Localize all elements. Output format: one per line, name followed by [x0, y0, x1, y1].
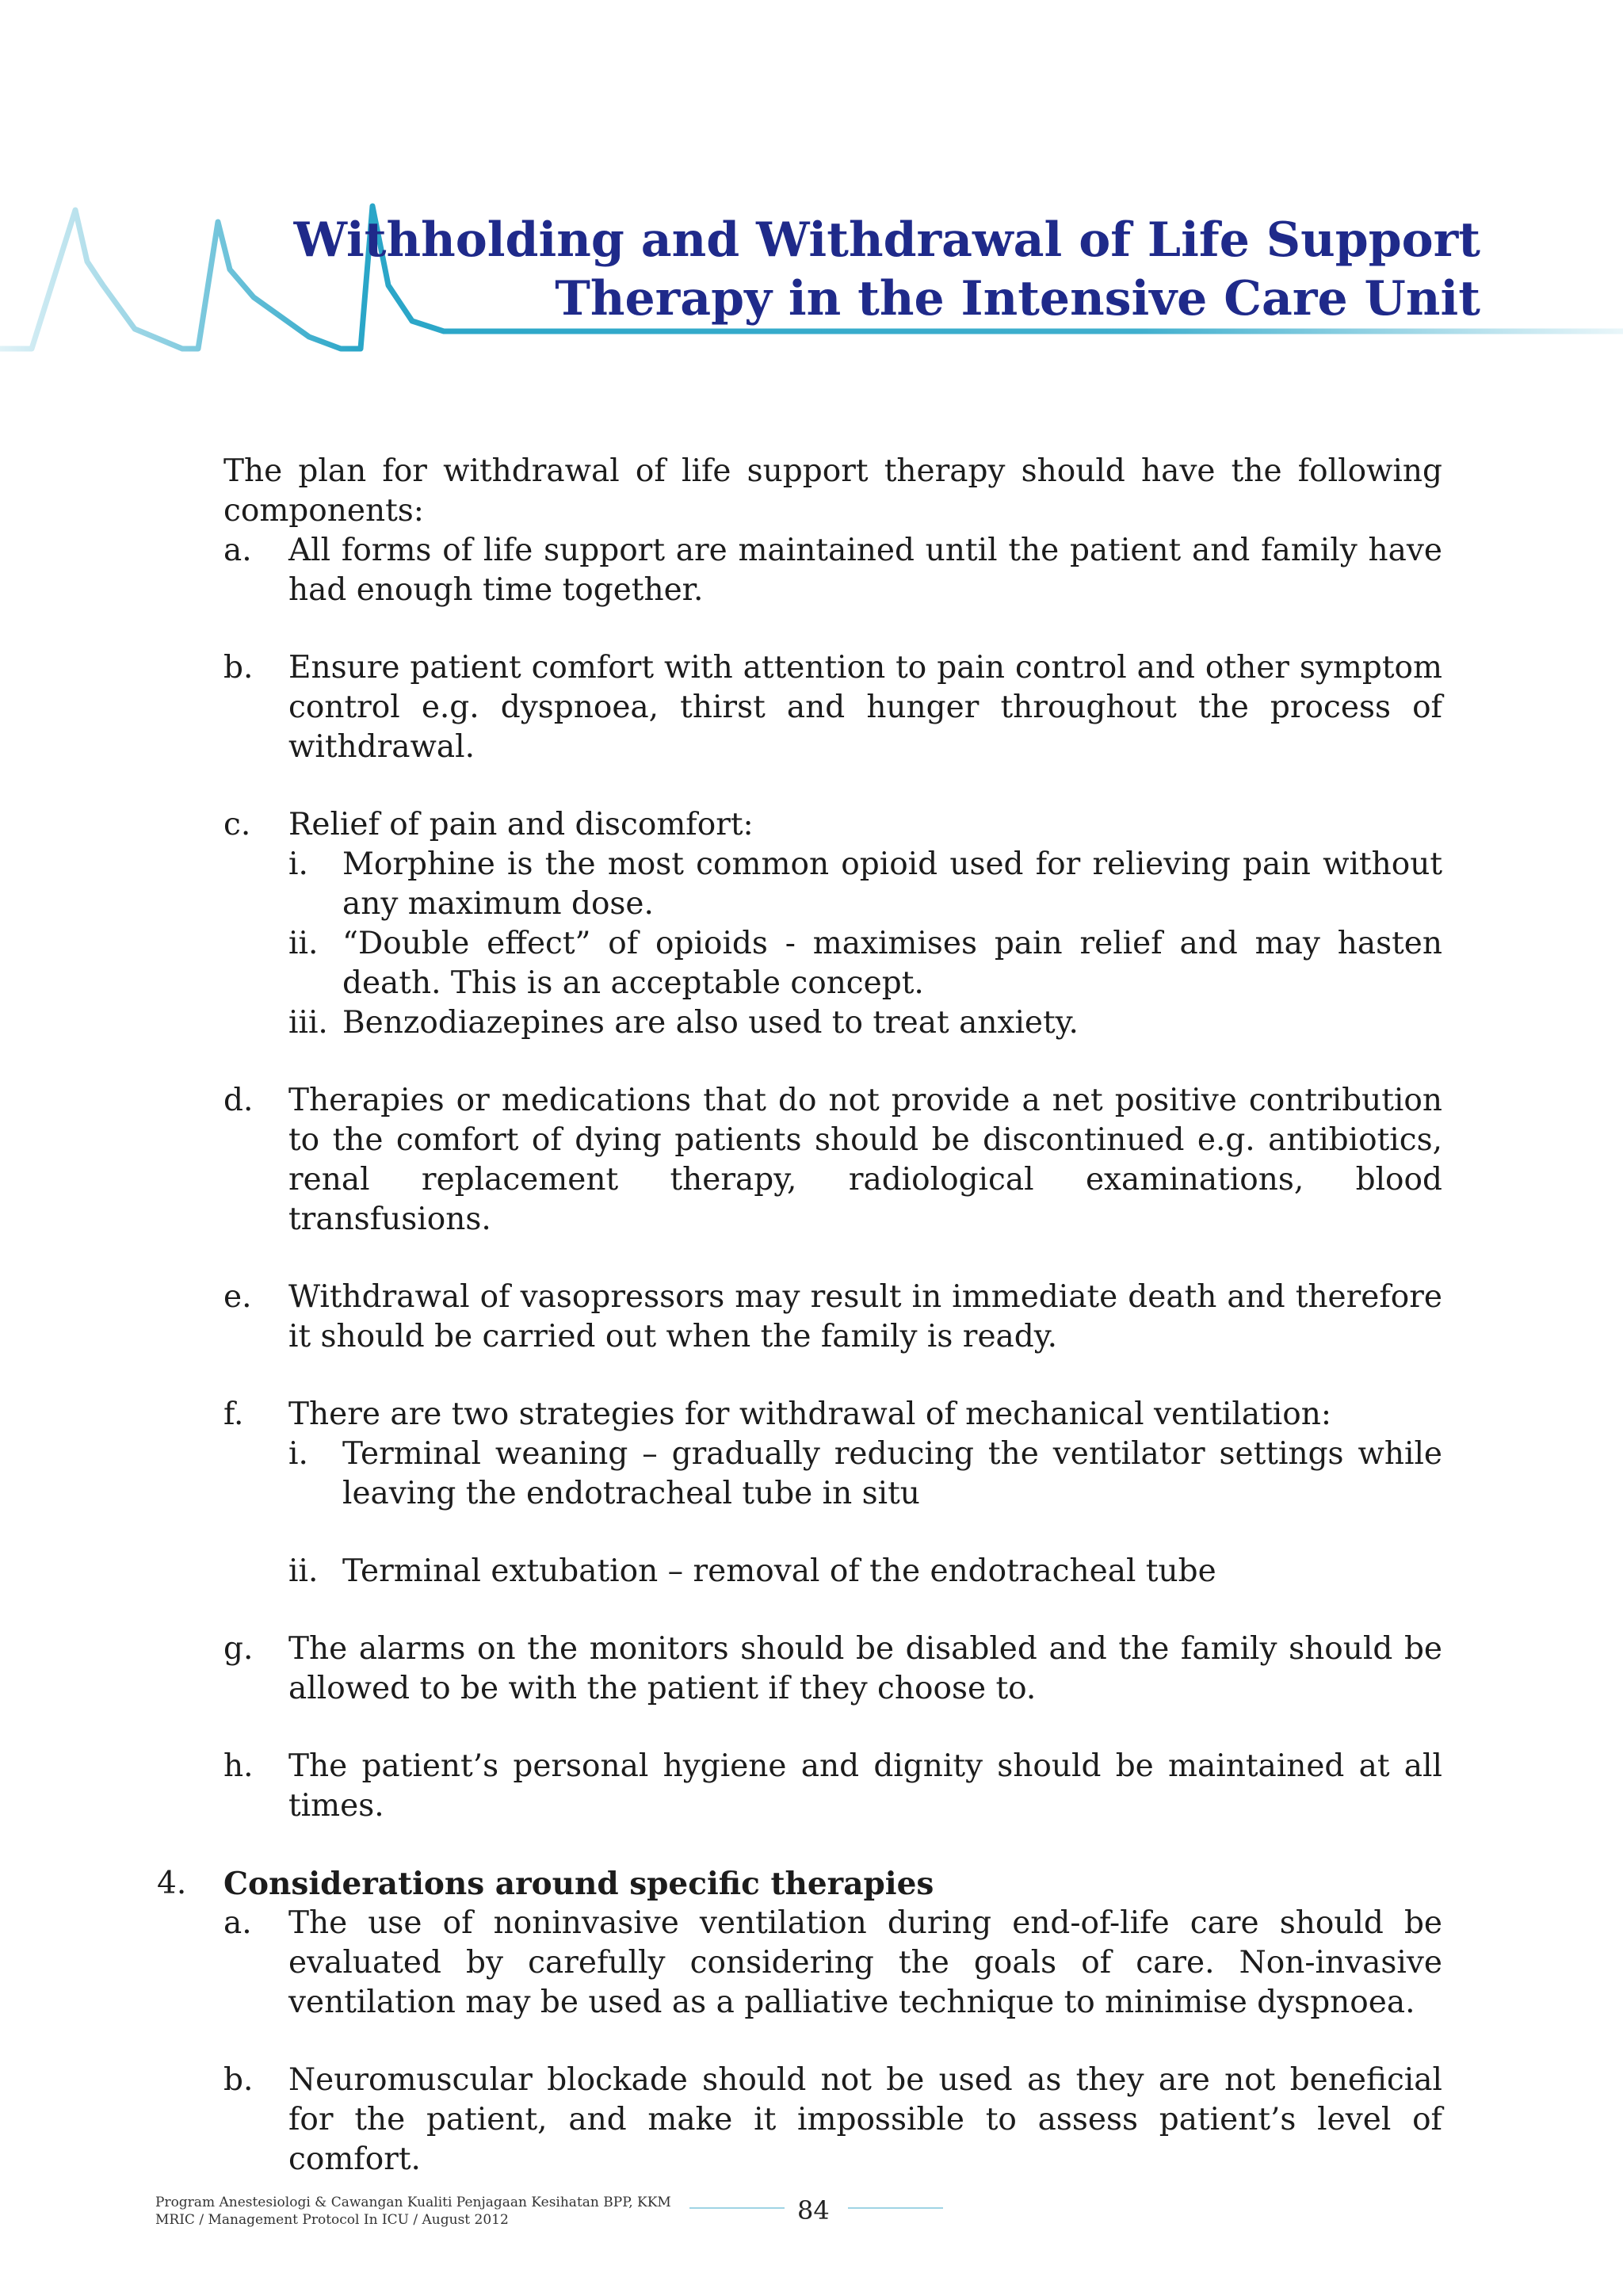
list-marker: b.	[223, 650, 254, 686]
sub-marker: ii.	[288, 1553, 319, 1589]
list-item-b	[223, 648, 1442, 767]
sub-item-text: “Double effect” of opioids - maximises pain relief and may hasten death. This is an acceptable concept.	[342, 926, 1442, 1001]
section-4-item-a	[223, 1904, 1442, 2023]
list-item-f	[223, 1395, 1442, 1591]
sub-item	[288, 924, 1442, 1003]
sub-item	[288, 1003, 1442, 1043]
section-4-heading	[157, 1864, 1442, 1904]
footer-line-1: Program Anestesiologi & Cawangan Kualiti Penjagaan Kesihatan BPP, KKM	[155, 2195, 671, 2210]
list-item-e	[223, 1278, 1442, 1357]
title-line-2: Therapy in the Intensive Care Unit	[555, 271, 1480, 327]
list-marker: h.	[223, 1748, 254, 1784]
sub-item-text: Terminal extubation – removal of the endotracheal tube	[342, 1553, 1216, 1589]
list-marker: a.	[223, 1905, 252, 1941]
list-marker: d.	[223, 1083, 254, 1118]
sub-marker: iii.	[288, 1005, 328, 1041]
sub-item	[288, 1552, 1442, 1591]
sub-item-text: Terminal weaning – gradually reducing the ventilator settings while leaving the endotracheal tube in situ	[342, 1436, 1442, 1511]
list-item-text: Neuromuscular blockade should not be used as they are not beneficial for the patient, and make it impossible to assess patient’s level of comfort.	[288, 2062, 1442, 2177]
list-item-c	[223, 805, 1442, 1043]
footer-citation	[155, 2194, 671, 2229]
list-item-text: Relief of pain and discomfort:	[288, 807, 754, 842]
footer-line-2: MRIC / Management Protocol In ICU / August 2012	[155, 2212, 509, 2228]
sub-item	[288, 1435, 1442, 1514]
list-item-g	[223, 1629, 1442, 1709]
title-line-1: Withholding and Withdrawal of Life Support	[293, 212, 1480, 268]
page-title	[294, 211, 1480, 328]
list-item-text: The patient’s personal hygiene and dignity should be maintained at all times.	[288, 1748, 1442, 1824]
list-item-text: All forms of life support are maintained until the patient and family have had enough time together.	[288, 533, 1442, 608]
sub-item-text: Benzodiazepines are also used to treat anxiety.	[342, 1005, 1079, 1041]
intro-paragraph: The plan for withdrawal of life support therapy should have the following components:	[223, 453, 1442, 529]
list-item-text: The use of noninvasive ventilation during end-of-life care should be evaluated by carefully considering the goals of care. Non-invasive ventilation may be used as a palliative technique to minimise dyspnoea.	[288, 1905, 1442, 2020]
list-marker: e.	[223, 1279, 252, 1315]
list-item-h	[223, 1747, 1442, 1826]
list-item-a	[223, 531, 1442, 610]
list-marker: b.	[223, 2062, 254, 2098]
main-content	[157, 452, 1442, 2179]
section-number: 4.	[157, 1866, 187, 1901]
list-marker: g.	[223, 1631, 254, 1667]
list-item-text: Withdrawal of vasopressors may result in immediate death and therefore it should be carried out when the family is ready.	[288, 1279, 1442, 1354]
page-number: 84	[797, 2195, 830, 2225]
list-marker: c.	[223, 807, 251, 842]
list-item-text: The alarms on the monitors should be disabled and the family should be allowed to be with the patient if they choose to.	[288, 1631, 1442, 1706]
list-marker: a.	[223, 533, 252, 568]
list-item-text: Therapies or medications that do not provide a net positive contribution to the comfort of dying patients should be discontinued e.g. antibiotics, renal replacement therapy, radiological examinations, blood transfusions.	[288, 1083, 1442, 1237]
section-4-item-b	[223, 2061, 1442, 2179]
sub-marker: i.	[288, 1436, 308, 1472]
list-item-text: There are two strategies for withdrawal of mechanical ventilation:	[288, 1396, 1331, 1432]
list-marker: f.	[223, 1396, 244, 1432]
sub-item	[288, 845, 1442, 924]
sub-marker: ii.	[288, 926, 319, 961]
list-item-text: Ensure patient comfort with attention to pain control and other symptom control e.g. dyspnoea, thirst and hunger throughout the process of withdrawal.	[288, 650, 1442, 765]
list-item-d	[223, 1081, 1442, 1240]
section-heading-text: Considerations around specific therapies	[223, 1866, 934, 1902]
sub-item-text: Morphine is the most common opioid used for relieving pain without any maximum dose.	[342, 846, 1442, 922]
sub-marker: i.	[288, 846, 308, 882]
